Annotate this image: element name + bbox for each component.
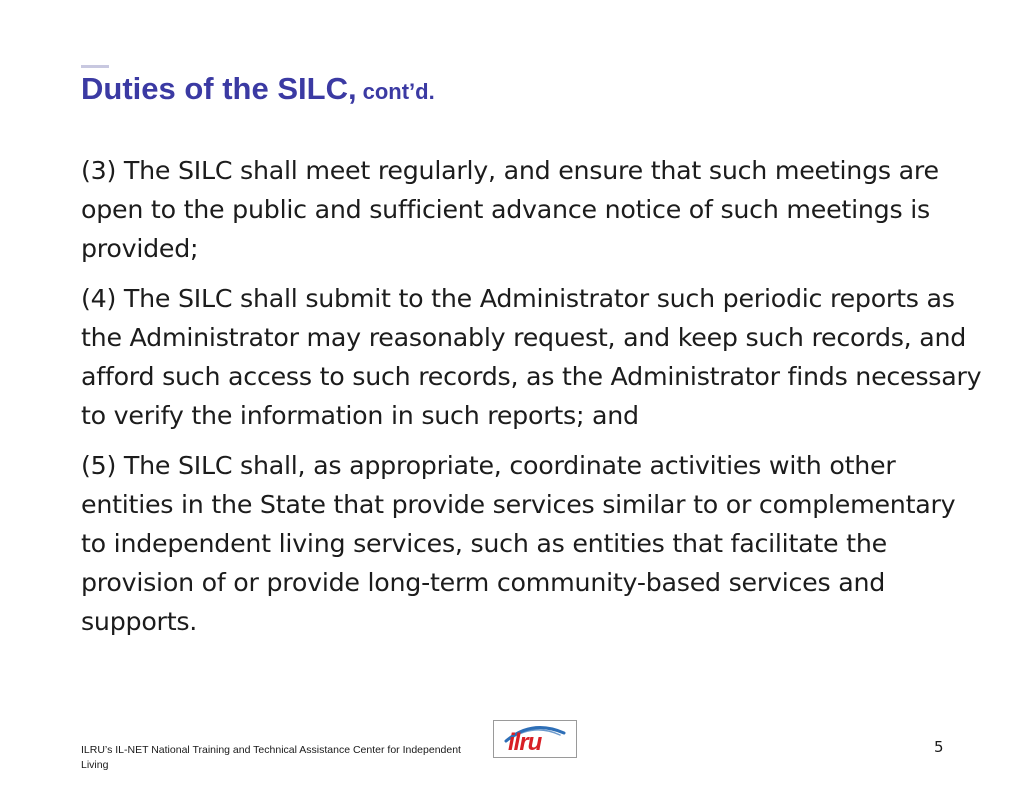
paragraph-duty-3: (3) The SILC shall meet regularly, and ensure that such meetings are open to the public and sufficient advance notice of such meetings is provided; [81,156,939,263]
paragraph-duty-4: (4) The SILC shall submit to the Administrator such periodic reports as the Administrator may reasonably request, and keep such records, and afford such access to such records, as the Administrator finds necessary to verify the information in such reports; and [81,284,982,430]
logo-wordmark: ilru [508,729,542,756]
paragraph-duty-5: (5) The SILC shall, as appropriate, coordinate activities with other entities in the State that provide services similar to or complementary to independent living services, such as entities that facilitate the provision of or provide long-term community-based services and supports. [81,451,956,636]
footer-organization: ILRU’s IL-NET National Training and Technical Assistance Center for Independent Living [81,744,461,771]
slide-title [81,70,435,107]
ilru-logo [493,720,577,758]
slide-title-main: Duties of the SILC, [81,71,357,106]
title-accent-mark [81,65,109,68]
slide-title-suffix: cont’d. [362,79,435,104]
slide-body [81,151,986,652]
page-number: 5 [934,738,944,756]
